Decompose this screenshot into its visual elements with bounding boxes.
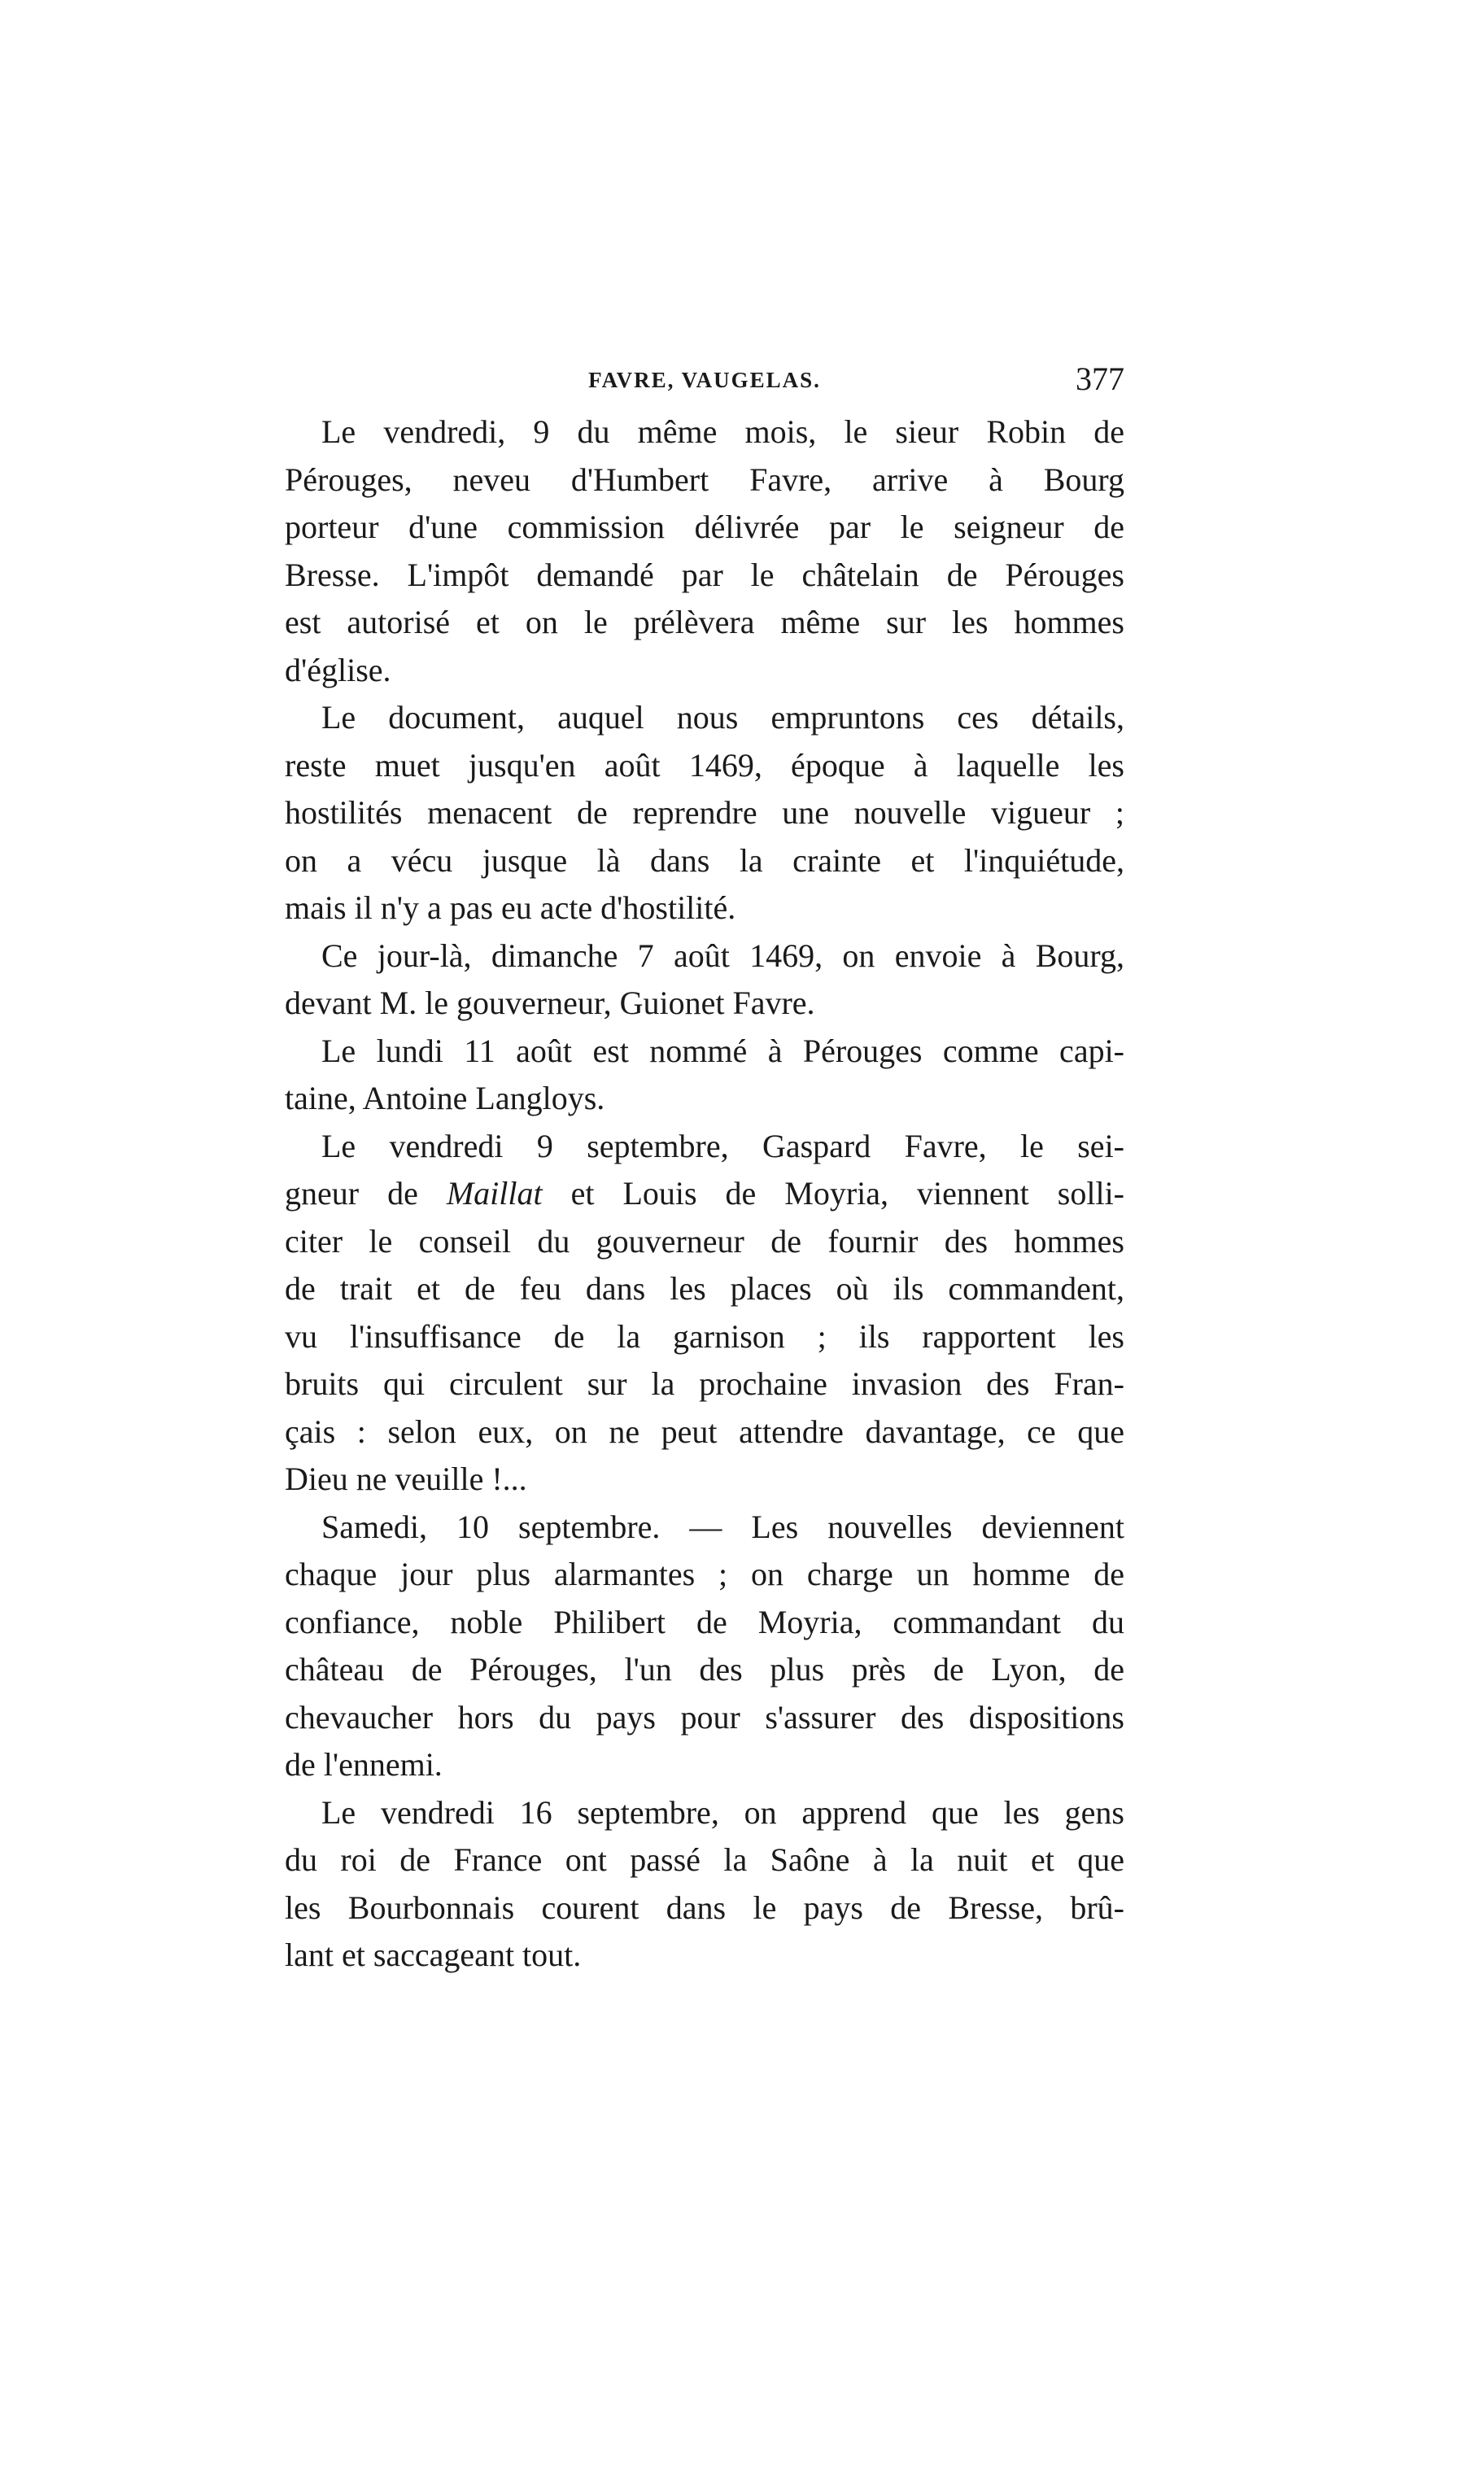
page-number: 377 [1076, 360, 1124, 397]
text-line: de l'ennemi. [285, 1746, 443, 1783]
text-line: taine, Antoine Langloys. [285, 1080, 605, 1116]
page-header [285, 360, 1124, 400]
paragraph [285, 408, 1124, 694]
paragraph [285, 1789, 1124, 1980]
text-line: Le vendredi 16 septembre, on apprend que les gens [321, 1793, 1124, 1831]
text-line: reste muet jusqu'en août 1469, époque à laquelle les [285, 746, 1124, 784]
running-title: FAVRE, VAUGELAS. [588, 368, 821, 392]
text-line: Dieu ne veuille !... [285, 1461, 527, 1497]
paragraph [285, 694, 1124, 932]
text-line: lant et saccageant tout. [285, 1937, 582, 1973]
text-line: les Bourbonnais courent dans le pays de Bresse, brû- [285, 1889, 1124, 1926]
body-text [285, 408, 1124, 1980]
text-line: devant M. le gouverneur, Guionet Favre. [285, 985, 815, 1021]
text-line: Le vendredi 9 septembre, Gaspard Favre, le sei- [321, 1127, 1124, 1164]
text-line: mais il n'y a pas eu acte d'hostilité. [285, 889, 736, 926]
text-line: de trait et de feu dans les places où ils commandent, [285, 1270, 1124, 1307]
text-line: citer le conseil du gouverneur de fournir des hommes [285, 1222, 1124, 1260]
text-line: chaque jour plus alarmantes ; on charge un homme de [285, 1556, 1124, 1592]
text-line: du roi de France ont passé la Saône à la nuit et que [285, 1841, 1124, 1878]
text-line: d'église. [285, 651, 391, 688]
text-line: porteur d'une commission délivrée par le seigneur de [285, 509, 1124, 545]
text-line: château de Pérouges, l'un des plus près de Lyon, de [285, 1651, 1124, 1688]
paragraph [285, 1123, 1124, 1504]
text-line: Le lundi 11 août est nommé à Pérouges comme capi- [321, 1032, 1124, 1069]
text-line: Samedi, 10 septembre. — Les nouvelles deviennent [321, 1508, 1124, 1545]
paragraph [285, 932, 1124, 1028]
text-line: Le document, auquel nous empruntons ces détails, [321, 699, 1124, 736]
text-line: vu l'insuffisance de la garnison ; ils rapportent les [285, 1317, 1124, 1355]
text-line: hostilités menacent de reprendre une nouvelle vigueur ; [285, 794, 1124, 831]
text-line: bruits qui circulent sur la prochaine invasion des Fran- [285, 1365, 1124, 1402]
text-line: Bresse. L'impôt demandé par le châtelain de Pérouges [285, 556, 1124, 593]
paragraph [285, 1028, 1124, 1123]
text-line: Pérouges, neveu d'Humbert Favre, arrive à Bourg [285, 461, 1124, 498]
paragraph [285, 1504, 1124, 1789]
text-line: chevaucher hors du pays pour s'assurer des dispositions [285, 1698, 1124, 1736]
text-line: gneur de Maillat et Louis de Moyria, viennent solli- [285, 1175, 1124, 1212]
text-line: Le vendredi, 9 du même mois, le sieur Robin de [321, 413, 1124, 450]
italic-name: Maillat [446, 1175, 543, 1212]
text-line: on a vécu jusque là dans la crainte et l'inquiétude, [285, 841, 1124, 879]
text-line: confiance, noble Philibert de Moyria, commandant du [285, 1603, 1124, 1640]
text-line: Ce jour-là, dimanche 7 août 1469, on envoie à Bourg, [321, 937, 1124, 974]
text-line: çais : selon eux, on ne peut attendre davantage, ce que [285, 1413, 1124, 1450]
text-line: est autorisé et on le prélèvera même sur les hommes [285, 604, 1124, 640]
